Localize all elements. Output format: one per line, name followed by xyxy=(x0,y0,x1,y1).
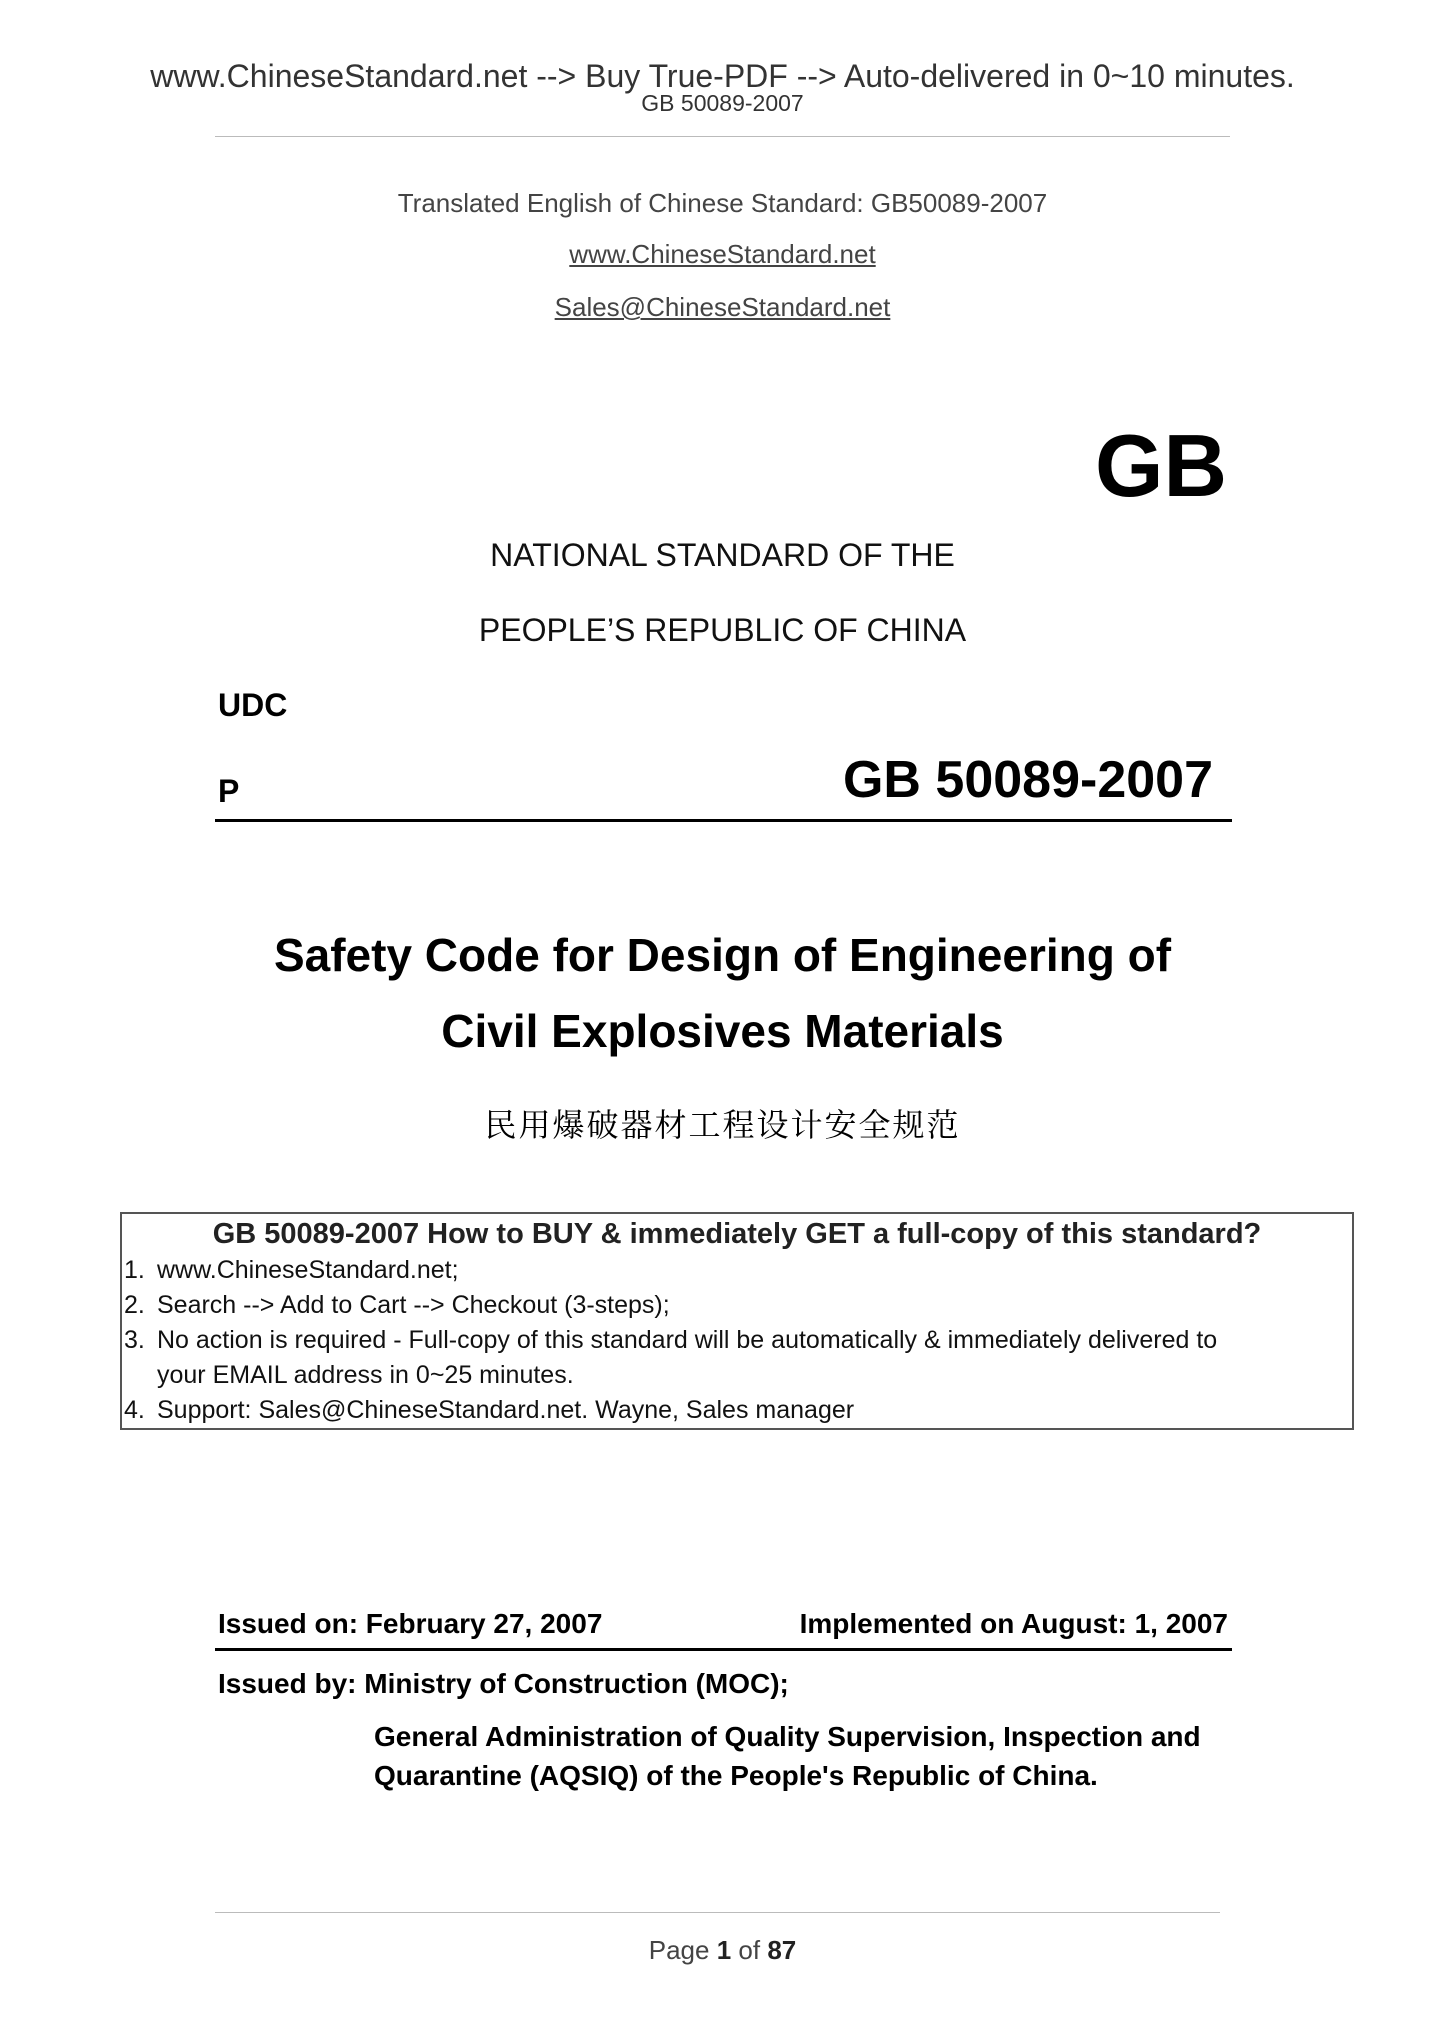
page-number: Page 1 of 87 xyxy=(648,1935,797,1965)
issuer-aqsiq-line1: General Administration of Quality Supervision, Inspection and xyxy=(374,1721,1201,1752)
national-standard-line2: PEOPLE’S REPUBLIC OF CHINA xyxy=(478,612,967,648)
standard-number: GB 50089-2007 xyxy=(842,751,1213,809)
issue-date-rule xyxy=(215,1648,1232,1651)
document-title-line1: Safety Code for Design of Engineering of xyxy=(273,929,1172,981)
document-title-line2: Civil Explosives Materials xyxy=(441,1005,1004,1057)
buy-box-heading: GB 50089-2007 How to BUY & immediately GET a full-copy of this standard? xyxy=(212,1218,1262,1250)
buy-info-box: GB 50089-2007 How to BUY & immediately GET a full-copy of this standard? 1. www.ChineseStandard.net; 2. Search --> Add to Cart --> Checkout (3-steps); 3. No action is required - Full-copy of this standard will be automatically & immediately delivered to your EMAIL address in 0~25 minutes. 4. Support: Sales@ChineseStandard.net. Wayne, Sales manager xyxy=(120,1212,1354,1430)
website-link[interactable]: www.ChineseStandard.net xyxy=(569,239,876,269)
footer-divider xyxy=(215,1912,1220,1913)
issued-on-date: Issued on: February 27, 2007 xyxy=(218,1608,603,1639)
issued-by: Issued by: Ministry of Construction (MOC); xyxy=(218,1668,789,1699)
header-doc-code: GB 50089-2007 xyxy=(641,90,804,116)
national-standard-line1: NATIONAL STANDARD OF THE xyxy=(490,537,955,573)
translated-note: Translated English of Chinese Standard: GB50089-2007 xyxy=(397,188,1048,218)
top-banner: www.ChineseStandard.net --> Buy True-PDF --> Auto-delivered in 0~10 minutes. xyxy=(150,58,1295,94)
standard-number-rule xyxy=(215,819,1232,822)
chinese-title: 民用爆破器材工程设计安全规范 xyxy=(484,1106,961,1144)
implemented-on-date: Implemented on August: 1, 2007 xyxy=(799,1608,1228,1639)
gb-logo: GB xyxy=(1095,416,1227,515)
issuer-aqsiq-line2: Quarantine (AQSIQ) of the People's Republic of China. xyxy=(374,1760,1098,1791)
p-label: P xyxy=(218,773,240,809)
udc-label: UDC xyxy=(218,687,288,723)
email-link[interactable]: Sales@ChineseStandard.net xyxy=(554,292,891,322)
header-divider xyxy=(215,136,1230,137)
